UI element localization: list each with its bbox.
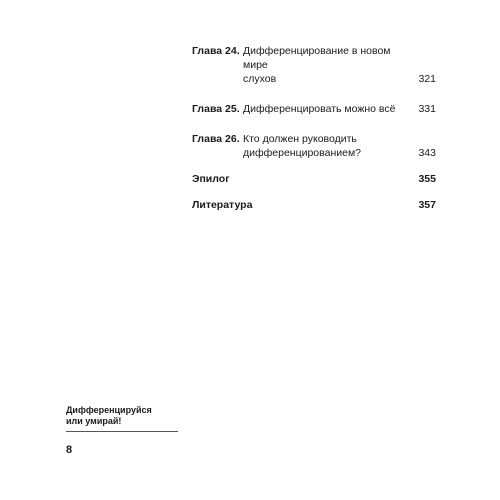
chapter-title: Дифференцировать можно всё (243, 103, 396, 115)
section-page-number: 357 (418, 199, 436, 211)
chapter-label: Глава 24. (192, 45, 240, 57)
chapter-page-number: 343 (418, 147, 436, 159)
chapter-page-number: 331 (418, 103, 436, 115)
chapter-label: Глава 25. (192, 103, 240, 115)
toc-entry-chapter-24 (192, 44, 436, 86)
table-of-contents (192, 44, 436, 212)
running-footer-book-title: Дифференцируйся или умирай! (66, 405, 152, 426)
chapter-title: Дифференцирование в новом мире слухов (243, 45, 391, 85)
page-number: 8 (66, 444, 73, 456)
section-title: Литература (192, 199, 253, 211)
toc-entry-literature (192, 198, 436, 212)
section-title: Эпилог (192, 173, 230, 185)
footer-divider (66, 431, 178, 432)
chapter-label: Глава 26. (192, 133, 240, 145)
section-page-number: 355 (418, 173, 436, 185)
chapter-page-number: 321 (418, 73, 436, 85)
chapter-title: Кто должен руководить дифференцированием? (243, 133, 362, 159)
toc-entry-chapter-26 (192, 132, 436, 160)
toc-entry-chapter-25 (192, 102, 436, 116)
toc-entry-epilogue (192, 172, 436, 186)
